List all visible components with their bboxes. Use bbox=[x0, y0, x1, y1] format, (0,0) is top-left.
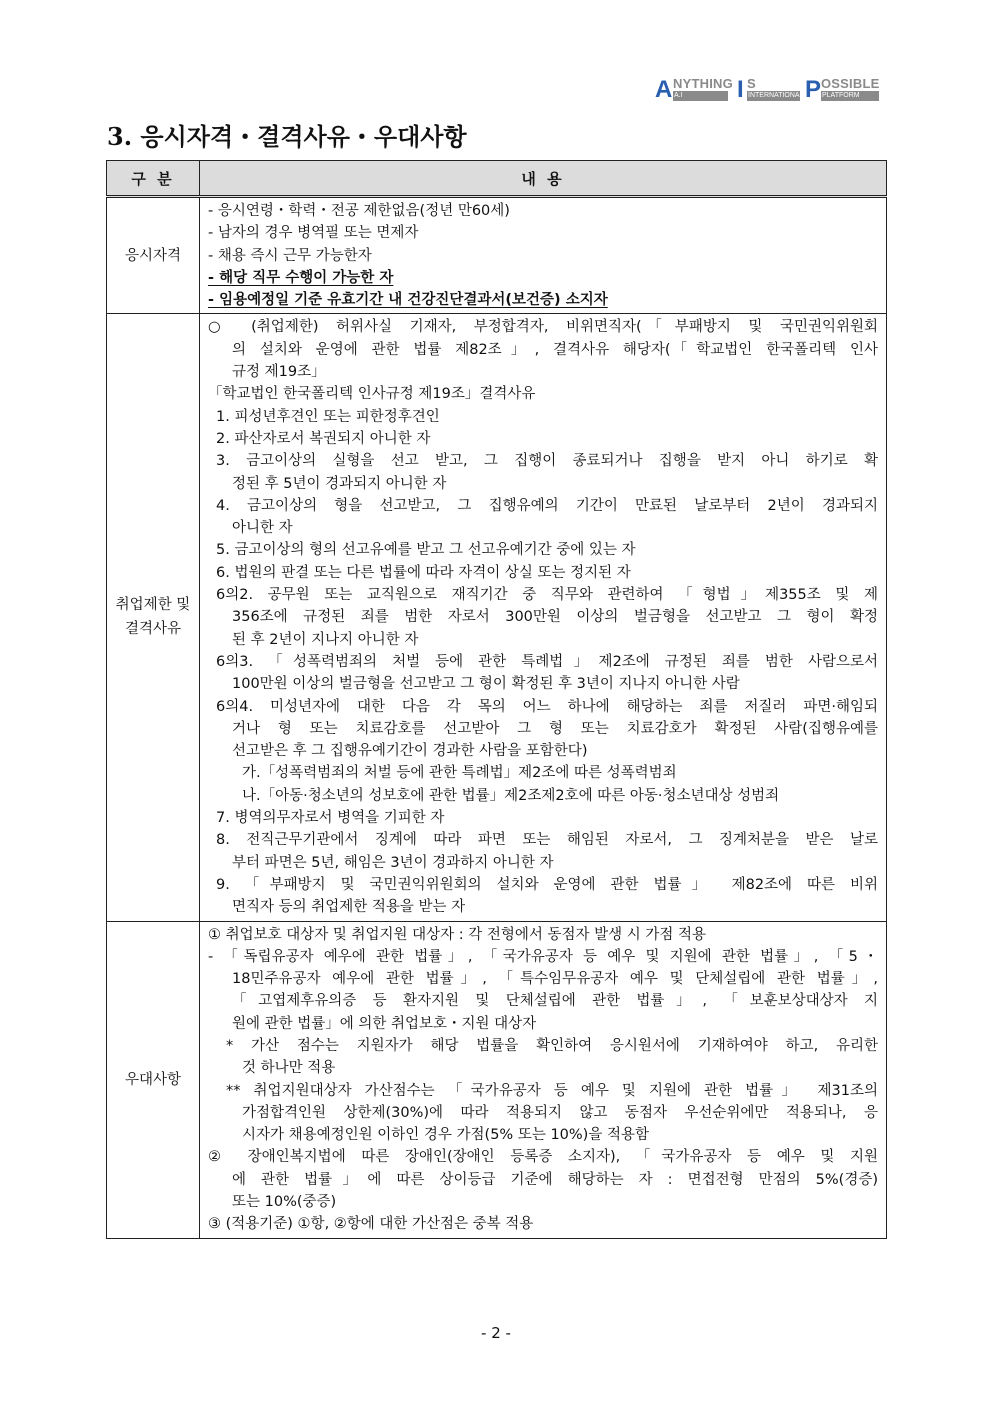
list-item: 18민주유공자 예우에 관한 법률」, 「특수임무유공자 예우 및 단체설립에 관한 법률」, bbox=[232, 971, 878, 988]
list-item: * 가산 점수는 지원자가 해당 법률을 확인하여 응시원서에 기재하여야 하고, 유리한 bbox=[226, 1037, 878, 1054]
list-item: 6. 법원의 판결 또는 다른 법률에 따라 자격이 상실 또는 정지된 자 bbox=[216, 564, 631, 581]
row-content-disqualification bbox=[200, 314, 887, 921]
list-item: ** 취업지원대상자 가산점수는 「국가유공자 등 예우 및 지원에 관한 법률」 제31조의 bbox=[226, 1082, 878, 1099]
list-item: 7. 병역의무자로서 병역을 기피한 자 bbox=[216, 810, 445, 827]
row-category-eligibility: 응시자격 bbox=[107, 197, 200, 314]
logo-word-is: S bbox=[747, 76, 756, 91]
list-item: 가점합격인원 상한제(30%)에 따라 적용되지 않고 동점자 우선순위에만 적용되나, 응 bbox=[242, 1104, 878, 1121]
category-line: 취업제한 및 bbox=[115, 597, 191, 614]
header-category: 구 분 bbox=[107, 161, 200, 197]
list-item: 2. 파산자로서 복권되지 아니한 자 bbox=[216, 430, 431, 447]
page-number: - 2 - bbox=[481, 1324, 511, 1342]
list-item: - 채용 즉시 근무 가능한자 bbox=[208, 247, 372, 264]
list-item: 5. 금고이상의 형의 선고유예를 받고 그 선고유예기간 중에 있는 자 bbox=[216, 542, 636, 559]
list-item: 또는 10%(중증) bbox=[232, 1194, 337, 1211]
list-item: 9. 「부패방지 및 국민권익위원회의 설치와 운영에 관한 법률」 제82조에 따른 비위 bbox=[216, 876, 878, 893]
logo-word-possible: OSSIBLE bbox=[821, 76, 880, 91]
list-item: ○ (취업제한) 허위사실 기재자, 부정합격자, 비위면직자(「부패방지 및 국민권익위원회 bbox=[208, 319, 878, 336]
row-category-preference: 우대사항 bbox=[107, 921, 200, 1238]
list-item: 된 후 2년이 지나지 아니한 자 bbox=[232, 631, 419, 648]
row-content-preference bbox=[200, 921, 887, 1238]
list-item: 3. 금고이상의 실형을 선고 받고, 그 집행이 종료되거나 집행을 받지 아니 하기로 확 bbox=[216, 453, 878, 470]
list-item: 아니한 자 bbox=[232, 520, 293, 537]
list-item: 가.「성폭력범죄의 처벌 등에 관한 특례법」제2조에 따른 성폭력범죄 bbox=[242, 765, 677, 782]
list-item: 에 관한 법률」에 따른 상이등급 기준에 해당하는 자 : 면접전형 만점의 5%(경증) bbox=[232, 1171, 878, 1188]
list-item: 356조에 규정된 죄를 범한 자로서 300만원 이상의 벌금형을 선고받고 그 형이 확정 bbox=[232, 609, 878, 626]
list-item: 100만원 이상의 벌금형을 선고받고 그 형이 확정된 후 3년이 지나지 아니한 사람 bbox=[232, 676, 740, 693]
list-item: - 응시연령・학력・전공 제한없음(정년 만60세) bbox=[208, 203, 510, 219]
list-item: 부터 파면은 5년, 해임은 3년이 경과하지 아니한 자 bbox=[232, 854, 554, 871]
list-item: 8. 전직근무기관에서 징계에 따라 파면 또는 해임된 자로서, 그 징계처분을 받은 날로 bbox=[216, 832, 878, 849]
table-row bbox=[107, 197, 887, 314]
list-item: 면직자 등의 취업제한 적용을 받는 자 bbox=[232, 899, 466, 916]
logo-letter-i: I bbox=[737, 76, 744, 103]
row-content-eligibility bbox=[200, 197, 887, 314]
list-item: 1. 피성년후견인 또는 피한정후견인 bbox=[216, 408, 440, 425]
list-item: ③ (적용기준) ①항, ②항에 대한 가산점은 중복 적용 bbox=[208, 1216, 534, 1233]
category-line: 결격사유 bbox=[124, 621, 182, 638]
list-item: 시자가 채용예정인원 이하인 경우 가점(5% 또는 10%)을 적용함 bbox=[242, 1127, 649, 1144]
list-item: 나.「아동·청소년의 성보호에 관한 법률」제2조제2호에 따른 아동·청소년대상 성범죄 bbox=[242, 787, 780, 804]
logo-band-international: INTERNATIONAL bbox=[748, 92, 804, 99]
list-item: ① 취업보호 대상자 및 취업지원 대상자 : 각 전형에서 동점자 발생 시 가점 적용 bbox=[208, 926, 707, 943]
list-item: 6의4. 미성년자에 대한 다음 각 목의 어느 하나에 해당하는 죄를 저질러 파면·해임되 bbox=[216, 698, 878, 715]
header-content: 내 용 bbox=[200, 161, 887, 197]
list-item: 거나 형 또는 치료감호를 선고받아 그 형 또는 치료감호가 확정된 사람(집행유예를 bbox=[232, 720, 878, 737]
list-item: - 「독립유공자 예우에 관한 법률」, 「국가유공자 등 예우 및 지원에 관한 법률」, 「5・ bbox=[208, 948, 878, 965]
logo-letter-p: P bbox=[805, 76, 822, 103]
list-item: 「학교법인 한국폴리텍 인사규정 제19조」결격사유 bbox=[208, 386, 536, 403]
table-row bbox=[107, 921, 887, 1238]
list-item-emphasis: - 임용예정일 기준 유효기간 내 건강진단결과서(보건증) 소지자 bbox=[208, 292, 608, 309]
logo-letter-a: A bbox=[655, 76, 673, 103]
list-item: 원에 관한 법률」에 의한 취업보호・지원 대상자 bbox=[232, 1015, 537, 1032]
company-logo bbox=[655, 76, 880, 102]
logo-band-ai: A.I bbox=[673, 91, 728, 101]
list-item: - 남자의 경우 병역필 또는 면제자 bbox=[208, 225, 419, 242]
list-item: 것 하나만 적용 bbox=[242, 1060, 336, 1077]
list-item: ② 장애인복지법에 따른 장애인(장애인 등록증 소지자), 「국가유공자 등 예우 및 지원 bbox=[208, 1149, 878, 1166]
list-item: 4. 금고이상의 형을 선고받고, 그 집행유예의 기간이 만료된 날로부터 2년이 경과되지 bbox=[216, 497, 878, 514]
list-item-emphasis: - 해당 직무 수행이 가능한 자 bbox=[208, 269, 394, 286]
section-title: 3. 응시자격・결격사유・우대사항 bbox=[107, 122, 467, 151]
table-row bbox=[107, 314, 887, 921]
table-header-row bbox=[107, 161, 887, 197]
list-item: 6의2. 공무원 또는 교직원으로 재직기간 중 직무와 관련하여 「형법」제355조 및 제 bbox=[216, 587, 878, 604]
list-item: 정된 후 5년이 경과되지 아니한 자 bbox=[232, 475, 447, 492]
logo-word-anything: NYTHING bbox=[673, 76, 733, 91]
list-item: 규정 제19조」 bbox=[232, 364, 326, 381]
list-item: 6의3. 「성폭력범죄의 처벌 등에 관한 특례법」제2조에 규정된 죄를 범한 사람으로서 bbox=[216, 653, 878, 670]
qualification-table bbox=[106, 160, 887, 1239]
list-item: 의 설치와 운영에 관한 법률 제82조」, 결격사유 해당자(「학교법인 한국폴리텍 인사 bbox=[232, 341, 878, 358]
list-item: 「고엽제후유의증 등 환자지원 및 단체설립에 관한 법률」, 「보훈보상대상자 지 bbox=[232, 993, 878, 1010]
logo-band-platform: PLATFORM bbox=[821, 91, 879, 101]
row-category-disqualification bbox=[107, 314, 200, 921]
list-item: 선고받은 후 그 집행유예기간이 경과한 사람을 포함한다) bbox=[232, 743, 588, 760]
